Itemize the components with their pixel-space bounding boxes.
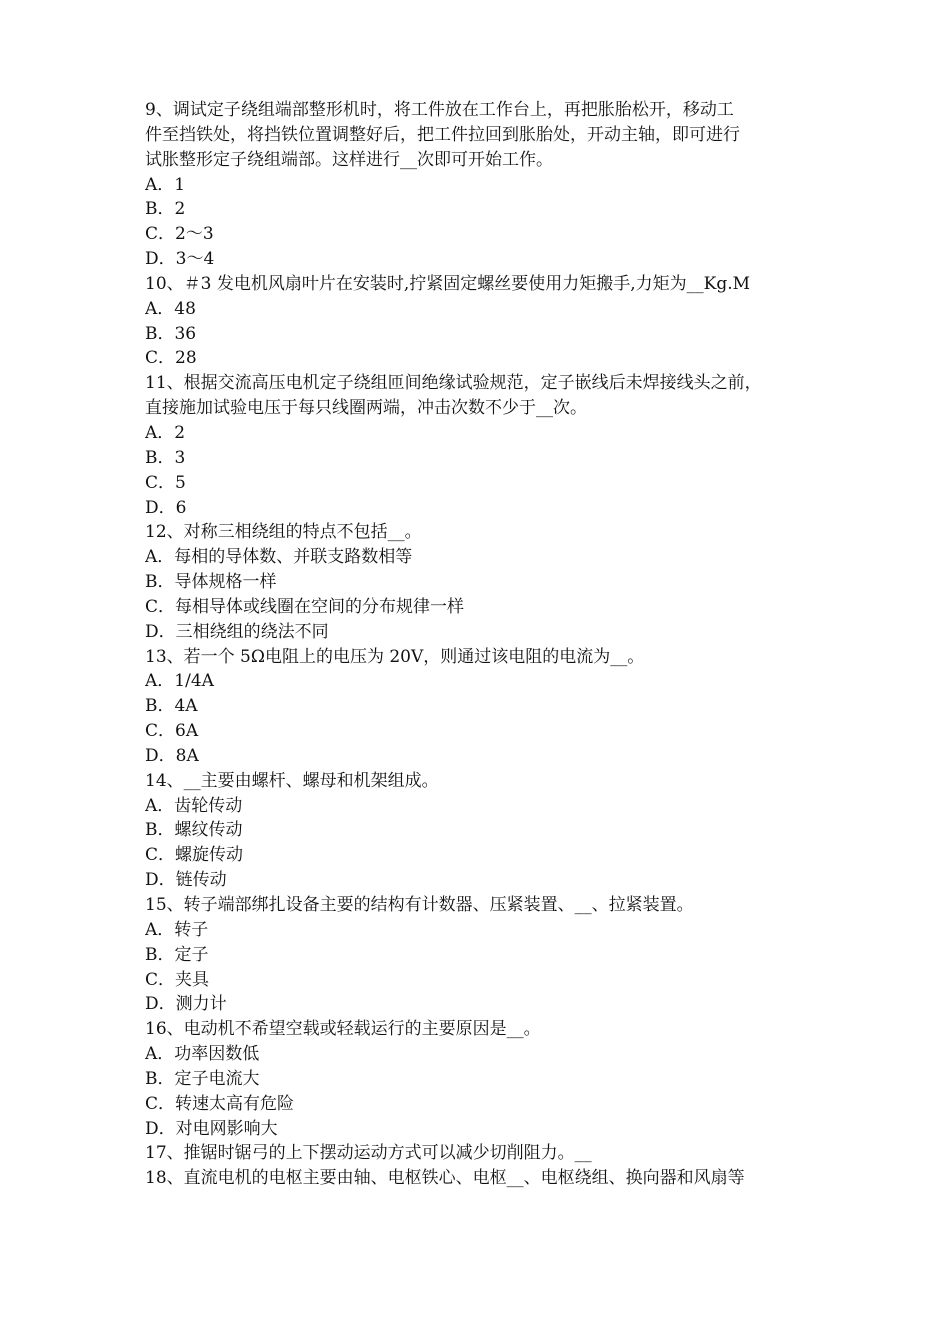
option-d: D．6: [145, 497, 187, 518]
option-a: A．48: [145, 298, 196, 319]
option-b: B．3: [145, 447, 186, 468]
question-stem-line: 15、转子端部绑扎设备主要的结构有计数器、压紧装置、__、拉紧装置。: [145, 895, 694, 915]
question-stem-line: 9、调试定子绕组端部整形机时，将工件放在工作台上，再把胀胎松开，移动工: [145, 100, 734, 120]
question-stem-line: 12、对称三相绕组的特点不包括__。: [145, 522, 422, 543]
option-b: B．2: [145, 199, 186, 220]
option-b: B．定子: [145, 944, 209, 965]
question-stem-line: 14、__主要由螺杆、螺母和机架组成。: [145, 770, 439, 791]
question-15: [145, 893, 815, 1017]
question-11: [145, 371, 815, 520]
question-10: [145, 272, 815, 371]
question-stem-line: 13、若一个 5Ω电阻上的电压为 20V，则通过该电阻的电流为__。: [145, 646, 645, 667]
option-c: C．28: [145, 348, 197, 369]
option-b: B．导体规格一样: [145, 572, 277, 593]
option-b: B．4A: [145, 696, 198, 717]
question-stem-line: 18、直流电机的电枢主要由轴、电枢铁心、电枢__、电枢绕组、换向器和风扇等: [145, 1168, 745, 1189]
question-stem-line: 17、推锯时锯弓的上下摆动运动方式可以减少切削阻力。__: [145, 1143, 592, 1164]
option-a: A．2: [145, 422, 186, 443]
question-stem-line: 试胀整形定子绕组端部。这样进行__次即可开始工作。: [145, 149, 553, 170]
option-a: A．功率因数低: [145, 1044, 260, 1065]
option-a: A．每相的导体数、并联支路数相等: [145, 547, 413, 568]
option-d: D．对电网影响大: [145, 1118, 278, 1139]
question-stem-line: 直接施加试验电压于每只线圈两端，冲击次数不少于__次。: [145, 398, 587, 419]
question-stem-line: 件至挡铁处，将挡铁位置调整好后，把工件拉回到胀胎处，开动主轴，即可进行: [145, 124, 740, 145]
option-c: C．5: [145, 472, 186, 493]
option-c: C．2～3: [145, 224, 214, 245]
option-d: D．8A: [145, 745, 199, 766]
question-13: [145, 645, 815, 769]
option-c: C．6A: [145, 721, 199, 742]
option-b: B．36: [145, 323, 197, 344]
option-a: A．1/4A: [145, 671, 214, 692]
question-9: [145, 98, 815, 272]
question-16: [145, 1017, 815, 1141]
question-17: [145, 1141, 815, 1166]
option-d: D．三相绕组的绕法不同: [145, 621, 329, 642]
question-14: [145, 769, 815, 893]
option-c: C．夹具: [145, 969, 210, 990]
option-c: C．转速太高有危险: [145, 1093, 295, 1114]
question-12: [145, 520, 815, 644]
question-list: [145, 98, 815, 1191]
option-a: A．转子: [145, 919, 209, 940]
question-stem-line: 11、根据交流高压电机定子绕组匝间绝缘试验规范，定子嵌线后未焊接线头之前，: [145, 373, 762, 394]
option-b: B．定子电流大: [145, 1068, 260, 1089]
question-18: [145, 1166, 815, 1191]
option-b: B．螺纹传动: [145, 820, 243, 841]
question-stem-line: 10、＃3 发电机风扇叶片在安装时,拧紧固定螺丝要使用力矩搬手,力矩为__Kg.M: [145, 273, 751, 294]
option-a: A．齿轮传动: [145, 795, 243, 816]
option-c: C．每相导体或线圈在空间的分布规律一样: [145, 596, 465, 617]
option-a: A．1: [145, 174, 186, 195]
option-d: D．链传动: [145, 870, 227, 891]
option-d: D．3～4: [145, 249, 215, 270]
option-c: C．螺旋传动: [145, 845, 244, 866]
option-d: D．测力计: [145, 994, 227, 1015]
question-stem-line: 16、电动机不希望空载或轻载运行的主要原因是__。: [145, 1019, 541, 1040]
